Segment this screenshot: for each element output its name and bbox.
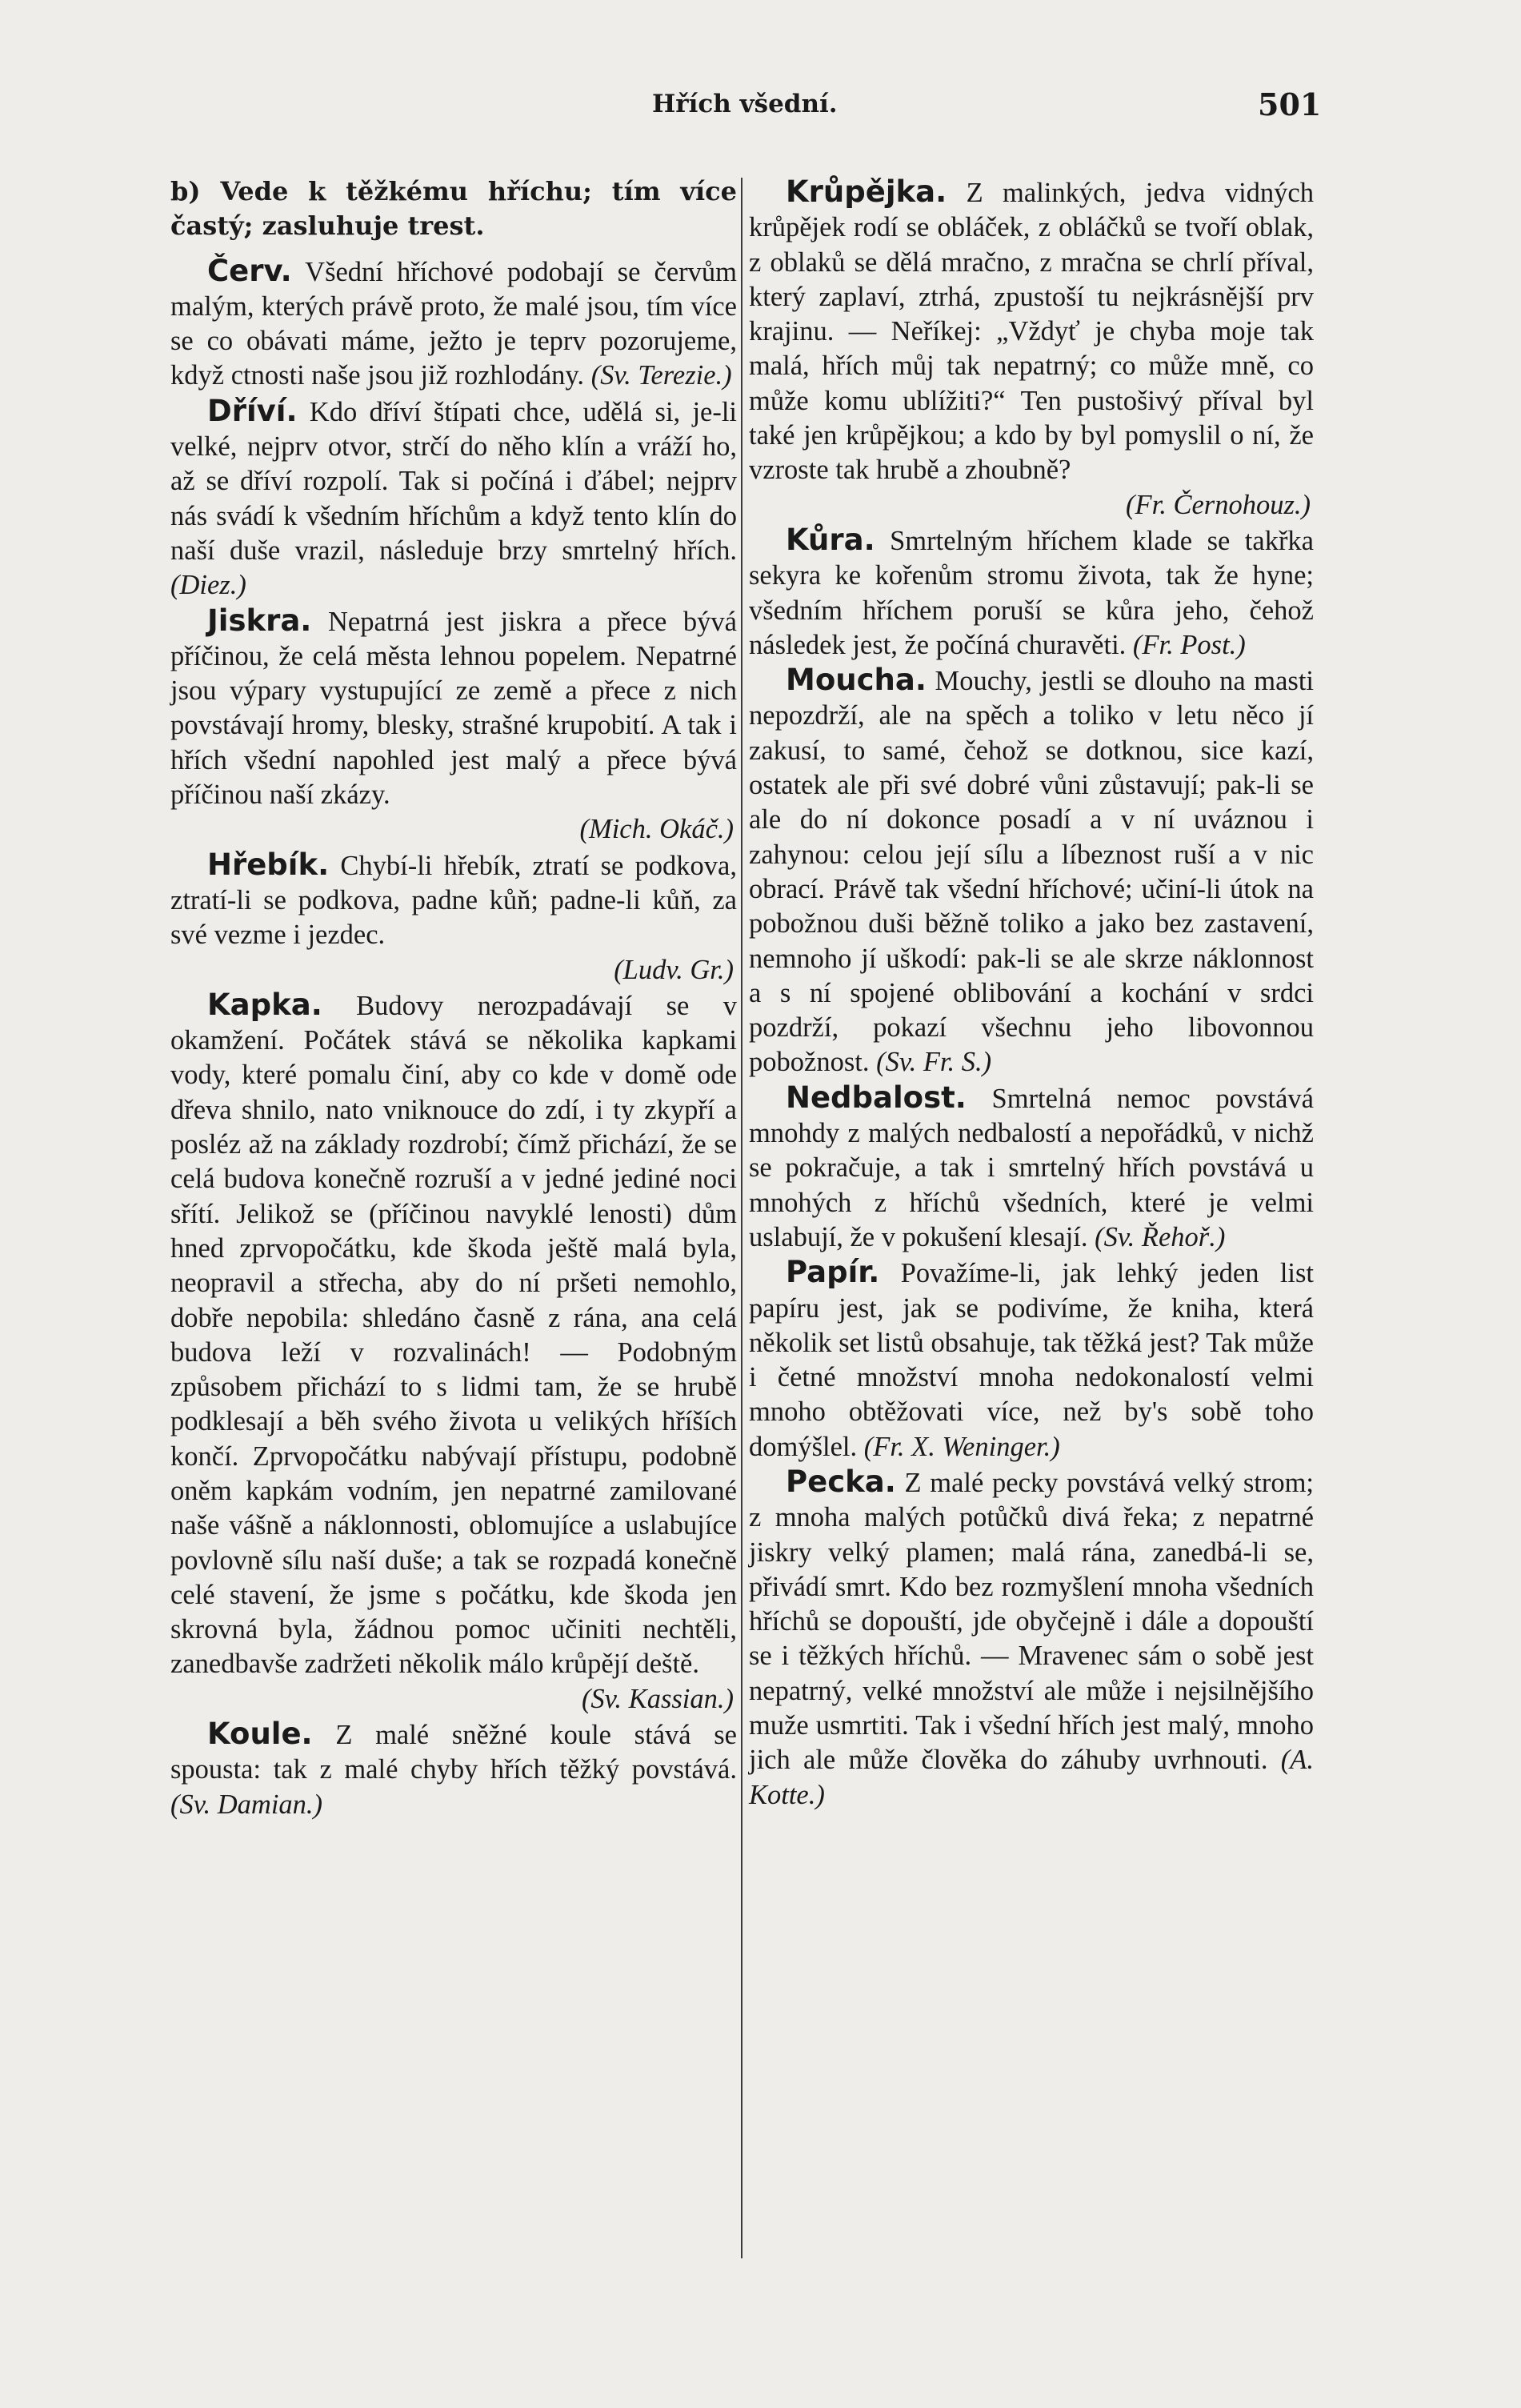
entry-keyword: Dříví. xyxy=(207,393,298,428)
right-column xyxy=(749,174,1314,1813)
entry-source: (Fr. Černohouz.) xyxy=(1126,489,1311,520)
entry-text: Smrtelná nemoc povstává mnohdy z malých nedbalostí a nepořádků, v nichž se pokračuje, a tak i smrtelný hřích povstává u mnohých z hříchů všedních, které je velmi uslabují, že v pokušení klesají. xyxy=(749,1083,1314,1252)
entry-kapka xyxy=(170,988,737,1717)
entry-text: Z malé pecky povstává velký strom; z mnoha malých potůčků divá řeka; z nepatrné jiskry velký plamen; malá rána, zanedbá-li se, přivádí smrt. Kdo bez rozmyšlení mnoha všedních hříchů se dopouští, jde obyčejně i dále a dopouští se i těžkých hříchů. — Mravenec sám o sobě jest nepatrný, velké množství ale může i nejsilnějšího muže usmrtiti. Tak i všední hřích jest malý, mnoho jich ale může člověka do záhuby uvrhnouti. xyxy=(749,1467,1315,1776)
section-heading: b) Vede k těžkému hříchu; tím více častý; zasluhuje trest. xyxy=(170,176,737,242)
entry-krupejka xyxy=(749,174,1314,523)
entry-source: (Sv. Řehoř.) xyxy=(1095,1221,1226,1252)
entry-drivi xyxy=(170,394,737,603)
entry-keyword: Hřebík. xyxy=(207,847,330,882)
column-divider xyxy=(741,178,742,2258)
entry-source: (Sv. Terezie.) xyxy=(590,360,732,391)
entry-text: Z malinkých, jedva vidných krůpějek rodí se obláček, z obláčků se tvoří oblak, z oblaků se dělá mračno, z mračna se chrlí příval, který zaplaví, ztrhá, zpustoší tu nejkrásnější prv krajinu. — Neříkej: „Vždyť je chyba moje tak malá, hřích můj tak nepatrný; co může mně, co může komu ublížiti?“ Ten pustošivý příval byl také jen krůpějkou; a kdo by byl pomyslil o ní, že vzroste tak hrubě a zhoubně? xyxy=(749,178,1314,486)
entry-keyword: Kapka. xyxy=(207,987,322,1022)
entry-keyword: Nedbalost. xyxy=(786,1080,967,1115)
entry-cerv xyxy=(170,254,737,394)
entry-keyword: Papír. xyxy=(786,1255,880,1290)
entry-text: Kdo dříví štípati chce, udělá si, je-li velké, nejprv otvor, strčí do něho klín a vráží ho, až se dříví rozpolí. Tak si počíná i ďábel; nejprv nás svádí k všedním hříchům a když tento klín do naší duše vrazil, následuje brzy smrtelný hřích. xyxy=(170,396,738,566)
entry-text: Všední hříchové podobají se červům malým, kterých právě proto, že malé jsou, tím více se co obávati máme, ježto je teprv pozorujeme, když ctnosti naše jsou již rozhlodány. xyxy=(170,256,737,391)
entry-keyword: Jiskra. xyxy=(207,603,312,638)
page-number: 501 xyxy=(1258,86,1322,122)
entry-text: Považíme-li, jak lehký jeden list papíru jest, jak se podivíme, že kniha, která několik set listů obsahuje, tak těžká jest? Tak může i četné množství mnoha nedokonalostí velmi mnoho obtěžovati více, než by's sobě toho domýšlel. xyxy=(749,1258,1314,1462)
entry-jiskra xyxy=(170,603,737,847)
entry-koule xyxy=(170,1717,737,1822)
entry-source: (Fr. X. Weninger.) xyxy=(863,1431,1060,1462)
entry-moucha xyxy=(749,663,1314,1080)
entry-keyword: Krůpějka. xyxy=(786,174,947,209)
entry-source: (Diez.) xyxy=(170,570,246,601)
entry-text: Chybí-li hřebík, ztratí se podkova, ztratí-li se podkova, padne kůň; padne-li kůň, za své vezme i jezdec. xyxy=(170,850,737,951)
entry-keyword: Moucha. xyxy=(786,663,927,698)
entry-hrebik xyxy=(170,847,737,988)
entry-source: (Ludv. Gr.) xyxy=(614,954,734,985)
entry-text: Smrtelným hříchem klade se takřka sekyra ke kořenům stromu života, tak že hyne; všedním hříchem poruší se kůra jeho, čehož následek jest, že počíná churavěti. xyxy=(749,525,1314,660)
entry-text: Budovy nerozpadávají se v okamžení. Počátek stává se několika kapkami vody, které pomalu činí, aby co kde v domě ode dřeva shnilo, nato vniknouce do zdí, i ty zkypří a posléz až na základy rozdrobí; čímž přichází, že se celá budova konečně rozruší a v jedné jediné noci sřítí. Jelikož se (příčinou navyklé lenosti) dům hned zprvopočátku, kde škoda ještě malá byla, neopravil a střecha, aby do ní pršeti nemohlo, dobře nepobila: shledáno časně z rána, ana celá budova leží v rozvalinách! — Podobným způsobem přichází to s lidmi tam, že se hrubě podklesají a běh svého života u velikých hříších končí. Zprvopočátku nabývají přístupu, podobně oněm kapkám vodním, jen nepatrné zamilované naše vášně a náklonnosti, oblomujíce a uslabujíce povlovně sílu naší duše; a tak se rozpadá konečně celé stavení, že jsme s počátku, kde škoda jen skrovná byla, žádnou pomoc učiniti nechtěli, zanedbavše zadržeti několik málo krůpějí deště. xyxy=(170,990,737,1680)
entry-keyword: Koule. xyxy=(207,1717,313,1752)
entry-kura xyxy=(749,523,1314,663)
entry-source: (Sv. Kassian.) xyxy=(581,1683,734,1714)
entry-text: Nepatrná jest jiskra a přece bývá příčinou, že celá města lehnou popelem. Nepatrné jsou výpary vystupující ze země a přece z nich povstávají hromy, blesky, strašné krupobití. A tak i hřích všední napohled jest malý a přece bývá příčinou naší zkázy. xyxy=(170,606,738,811)
entry-source: (Fr. Post.) xyxy=(1132,629,1246,660)
left-column xyxy=(170,174,737,1822)
entry-pecka xyxy=(749,1464,1314,1813)
entry-source: (Sv. Fr. S.) xyxy=(876,1047,992,1078)
entry-keyword: Červ. xyxy=(207,253,292,288)
entry-source: (Mich. Okáč.) xyxy=(579,814,734,845)
entry-text: Mouchy, jestli se dlouho na masti nepozdrží, ale na spěch a toliko v letu něco jí zakusí, to samé, čehož se dotknou, sice kazí, ostatek ale při své dobré vůni zůstavují; pak-li se ale do ní dokonce posadí a v ní uváznou i zahynou: celou její sílu a líbeznost ruší a v nic obrací. Právě tak všední hříchové; učiní-li útok na pobožnou duši běžně toliko a jako bez zastavení, nemnoho jí uškodí: pak-li se ale skrze náklonnost a s ní spojené oblibování a kochání v srdci pozdrží, pokazí všechnu jeho libovonnou pobožnost. xyxy=(749,666,1315,1078)
entry-source: (Sv. Damian.) xyxy=(170,1789,323,1820)
entry-nedbalost xyxy=(749,1080,1314,1255)
entry-text: Z malé sněžné koule stává se spousta: tak z malé chyby hřích těžký povstává. xyxy=(170,1720,737,1785)
entry-papir xyxy=(749,1255,1314,1464)
entry-keyword: Kůra. xyxy=(786,522,875,557)
entry-keyword: Pecka. xyxy=(786,1464,896,1499)
entry-source: (A. Kotte.) xyxy=(749,1745,1314,1810)
running-title: Hřích všední. xyxy=(652,90,838,118)
